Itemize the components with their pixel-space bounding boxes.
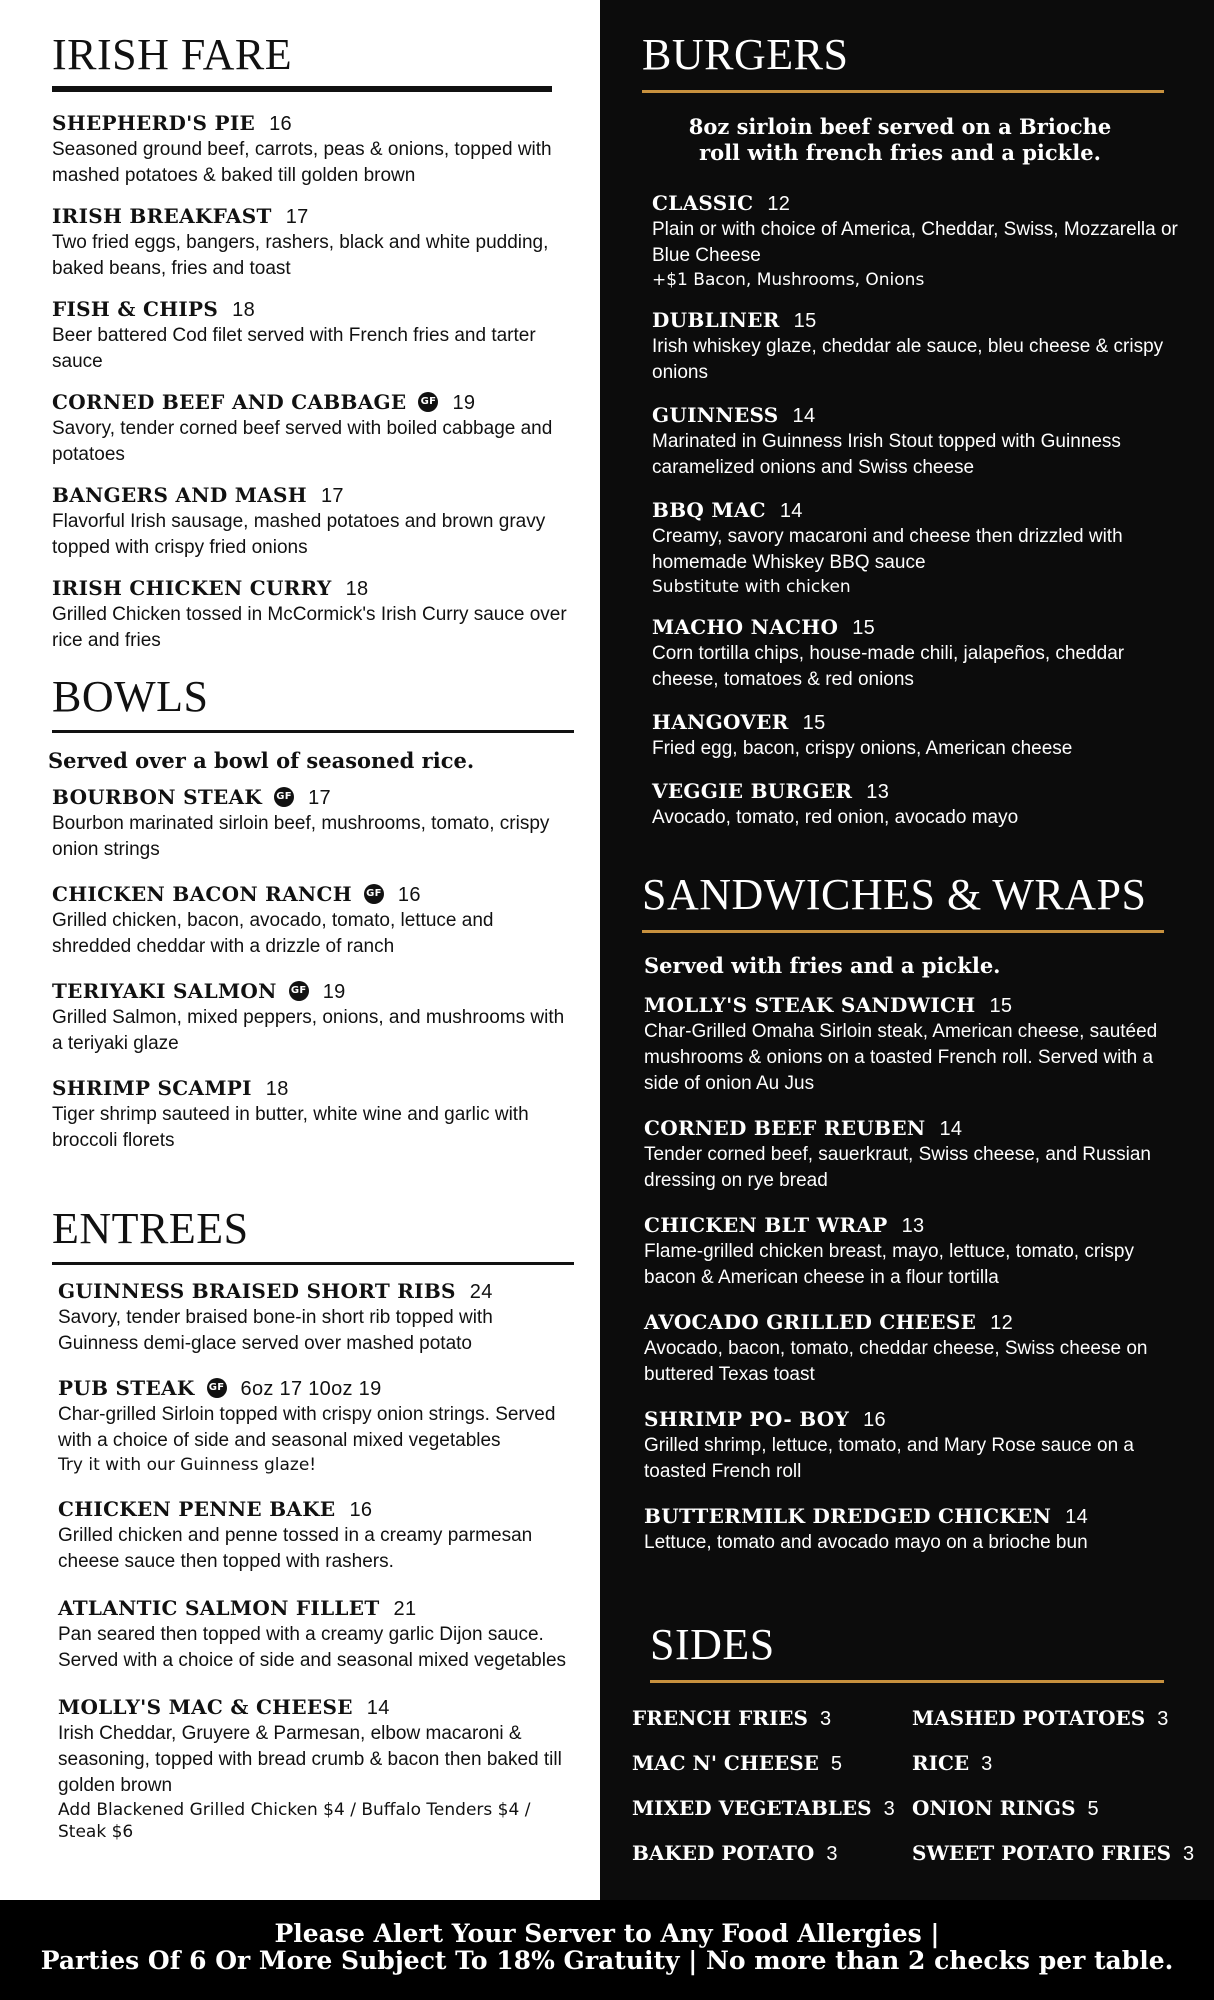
item-name: CLASSIC xyxy=(652,191,754,215)
item-name: CHICKEN BACON RANCH xyxy=(52,882,352,906)
item-description: Grilled shrimp, lettuce, tomato, and Mary Rose sauce on a toasted French roll xyxy=(644,1435,1135,1482)
item-description: Creamy, savory macaroni and cheese then drizzled with homemade Whiskey BBQ sauce xyxy=(652,526,1123,573)
item-price: 16 xyxy=(349,1499,373,1521)
footer-line-gratuity: Parties Of 6 Or More Subject To 18% Gratuity | No more than 2 checks per table. xyxy=(40,1946,1174,1975)
menu-item xyxy=(52,389,572,468)
item-price: 15 xyxy=(989,995,1013,1017)
item-price: 19 xyxy=(322,981,346,1003)
item-price: 15 xyxy=(793,310,817,332)
item-name: BANGERS AND MASH xyxy=(52,483,307,507)
item-name: GUINNESS xyxy=(652,403,779,427)
item-name: SHRIMP PO- BOY xyxy=(644,1407,850,1431)
section-note: Served over a bowl of seasoned rice. xyxy=(48,748,475,773)
side-name: MAC N' CHEESE xyxy=(632,1751,819,1775)
section-irish-fare xyxy=(52,30,552,92)
side-price: 3 xyxy=(883,1798,895,1820)
item-description: Marinated in Guinness Irish Stout topped with Guinness caramelized onions and Swiss cheese xyxy=(652,431,1121,478)
item-description: Char-grilled Sirloin topped with crispy onion strings. Served with a choice of side and seasonal mixed vegetables xyxy=(58,1404,556,1451)
item-price: 14 xyxy=(779,500,803,522)
side-name: MIXED VEGETABLES xyxy=(632,1796,872,1820)
section-sides xyxy=(650,1620,1164,1683)
menu-item xyxy=(58,1278,578,1357)
item-price: 19 xyxy=(452,392,476,414)
section-divider xyxy=(642,930,1164,933)
menu-item xyxy=(58,1694,578,1843)
item-name: SHEPHERD'S PIE xyxy=(52,111,256,135)
item-price: 18 xyxy=(345,578,369,600)
item-name: CHICKEN BLT WRAP xyxy=(644,1213,888,1237)
side-item xyxy=(632,1705,912,1733)
item-description: Fried egg, bacon, crispy onions, American cheese xyxy=(652,738,1073,759)
item-name: PUB STEAK xyxy=(58,1376,195,1400)
menu-item xyxy=(652,614,1182,693)
menu-item xyxy=(52,110,572,189)
item-name: BBQ MAC xyxy=(652,498,766,522)
item-note: Substitute with chicken xyxy=(652,577,851,597)
item-name: HANGOVER xyxy=(652,710,789,734)
section-title: IRISH FARE xyxy=(52,30,293,79)
section-bowls xyxy=(52,672,574,733)
menu-item xyxy=(644,992,1184,1097)
item-name: IRISH CHICKEN CURRY xyxy=(52,576,332,600)
item-price: 16 xyxy=(397,884,421,906)
side-item xyxy=(632,1840,912,1868)
side-name: ONION RINGS xyxy=(912,1796,1076,1820)
bowls-list xyxy=(52,772,572,1154)
menu-item xyxy=(652,190,1182,291)
item-description: Seasoned ground beef, carrots, peas & onions, topped with mashed potatoes & baked till golden brown xyxy=(52,139,552,186)
section-note: Served with fries and a pickle. xyxy=(644,953,1001,978)
item-price: 18 xyxy=(232,299,255,321)
item-price: 17 xyxy=(308,787,331,809)
side-price: 3 xyxy=(1183,1843,1195,1865)
menu-item xyxy=(58,1375,578,1476)
item-price: 13 xyxy=(866,781,890,803)
item-price: 6oz 17 10oz 19 xyxy=(240,1378,382,1400)
item-name: CORNED BEEF REUBEN xyxy=(644,1116,926,1140)
menu-item xyxy=(52,482,572,561)
item-price: 17 xyxy=(320,485,344,507)
item-description: Savory, tender corned beef served with boiled cabbage and potatoes xyxy=(52,418,553,465)
item-note: +$1 Bacon, Mushrooms, Onions xyxy=(652,270,925,290)
item-name: CORNED BEEF AND CABBAGE xyxy=(52,390,407,414)
item-price: 16 xyxy=(269,113,292,135)
item-description: Grilled Chicken tossed in McCormick's Irish Curry sauce over rice and fries xyxy=(52,604,567,651)
item-name: BOURBON STEAK xyxy=(52,785,263,809)
item-name: MACHO NACHO xyxy=(652,615,839,639)
side-name: BAKED POTATO xyxy=(632,1841,815,1865)
item-name: SHRIMP SCAMPI xyxy=(52,1076,252,1100)
item-description: Plain or with choice of America, Cheddar, Swiss, Mozzarella or Blue Cheese xyxy=(652,219,1178,266)
gluten-free-icon: GF xyxy=(274,787,294,807)
item-description: Grilled chicken and penne tossed in a creamy parmesan cheese sauce then topped with rashers. xyxy=(58,1525,533,1572)
left-panel xyxy=(0,0,600,1900)
side-price: 3 xyxy=(826,1843,838,1865)
menu-item xyxy=(52,978,572,1057)
menu-item xyxy=(52,1075,572,1154)
item-description: Tiger shrimp sauteed in butter, white wine and garlic with broccoli florets xyxy=(52,1104,529,1151)
item-name: TERIYAKI SALMON xyxy=(52,979,277,1003)
item-description: Flavorful Irish sausage, mashed potatoes and brown gravy topped with crispy fried onions xyxy=(52,511,546,558)
sandwiches-list xyxy=(644,980,1184,1556)
item-price: 15 xyxy=(802,712,826,734)
section-divider xyxy=(642,90,1164,93)
item-description: Avocado, bacon, tomato, cheddar cheese, Swiss cheese on buttered Texas toast xyxy=(644,1338,1148,1385)
section-burgers xyxy=(642,30,1164,93)
menu-item xyxy=(652,497,1182,598)
item-description: Beer battered Cod filet served with French fries and tarter sauce xyxy=(52,325,536,372)
item-note: Try it with our Guinness glaze! xyxy=(58,1455,317,1475)
item-price: 16 xyxy=(863,1409,886,1431)
burgers-note xyxy=(670,114,1130,166)
item-name: GUINNESS BRAISED SHORT RIBS xyxy=(58,1279,456,1303)
item-description: Grilled Salmon, mixed peppers, onions, and mushrooms with a teriyaki glaze xyxy=(52,1007,565,1054)
gluten-free-icon: GF xyxy=(364,884,384,904)
side-price: 3 xyxy=(981,1753,993,1775)
menu-item xyxy=(52,296,572,375)
footer-notice xyxy=(0,1900,1214,2000)
gluten-free-icon: GF xyxy=(418,392,438,412)
section-title: BURGERS xyxy=(642,30,849,79)
section-sandwiches xyxy=(642,870,1164,933)
item-name: BUTTERMILK DREDGED CHICKEN xyxy=(644,1504,1052,1528)
item-price: 24 xyxy=(469,1281,493,1303)
burgers-list xyxy=(652,180,1182,831)
item-note: Add Blackened Grilled Chicken $4 / Buffalo Tenders $4 / Steak $6 xyxy=(58,1800,531,1842)
sandwiches-note xyxy=(644,953,1174,979)
item-price: 14 xyxy=(939,1118,963,1140)
section-divider xyxy=(52,86,552,92)
item-description: Pan seared then topped with a creamy garlic Dijon sauce. Served with a choice of side and seasonal mixed vegetables xyxy=(58,1624,567,1671)
side-item xyxy=(912,1705,1202,1733)
irish-fare-list xyxy=(52,98,572,654)
menu-item xyxy=(52,881,572,960)
menu-item xyxy=(52,575,572,654)
side-item xyxy=(632,1795,912,1823)
gluten-free-icon: GF xyxy=(289,981,309,1001)
side-name: FRENCH FRIES xyxy=(632,1706,808,1730)
item-description: Avocado, tomato, red onion, avocado mayo xyxy=(652,807,1019,828)
section-title: ENTREES xyxy=(52,1204,249,1253)
item-description: Grilled chicken, bacon, avocado, tomato, lettuce and shredded cheddar with a drizzle of ranch xyxy=(52,910,494,957)
item-price: 18 xyxy=(265,1078,289,1100)
section-title: SIDES xyxy=(650,1620,775,1669)
item-description: Irish Cheddar, Gruyere & Parmesan, elbow macaroni & seasoning, topped with bread crumb & bacon then baked till golden brown xyxy=(58,1723,562,1796)
menu-item xyxy=(652,307,1182,386)
entrees-list xyxy=(58,1266,578,1843)
item-name: CHICKEN PENNE BAKE xyxy=(58,1497,336,1521)
item-name: AVOCADO GRILLED CHEESE xyxy=(644,1310,977,1334)
item-description: Savory, tender braised bone-in short rib topped with Guinness demi-glace served over mashed potato xyxy=(58,1307,493,1354)
item-price: 14 xyxy=(366,1697,390,1719)
menu-item xyxy=(652,402,1182,481)
item-description: Two fried eggs, bangers, rashers, black and white pudding, baked beans, fries and toast xyxy=(52,232,549,279)
menu-item xyxy=(644,1212,1184,1291)
item-price: 14 xyxy=(792,405,816,427)
menu-item xyxy=(652,709,1182,762)
menu-item xyxy=(52,784,572,863)
side-name: MASHED POTATOES xyxy=(912,1706,1146,1730)
item-description: Corn tortilla chips, house-made chili, jalapeños, cheddar cheese, tomatoes & red onions xyxy=(652,643,1125,690)
side-item xyxy=(632,1750,912,1778)
item-price: 13 xyxy=(901,1215,925,1237)
side-name: RICE xyxy=(912,1751,970,1775)
item-price: 14 xyxy=(1065,1506,1089,1528)
item-name: MOLLY'S MAC & CHEESE xyxy=(58,1695,353,1719)
item-price: 17 xyxy=(285,206,309,228)
menu-item xyxy=(644,1115,1184,1194)
right-panel xyxy=(600,0,1214,1900)
item-description: Char-Grilled Omaha Sirloin steak, American cheese, sautéed mushrooms & onions on a toasted French roll. Served with a side of onion Au Jus xyxy=(644,1021,1158,1094)
item-name: ATLANTIC SALMON FILLET xyxy=(58,1596,380,1620)
section-title: BOWLS xyxy=(52,672,209,721)
gluten-free-icon: GF xyxy=(207,1378,227,1398)
menu-item xyxy=(644,1309,1184,1388)
section-divider xyxy=(52,730,574,733)
menu-item xyxy=(58,1595,578,1674)
side-price: 5 xyxy=(1087,1798,1099,1820)
item-price: 12 xyxy=(767,193,791,215)
menu-item xyxy=(644,1406,1184,1485)
item-name: FISH & CHIPS xyxy=(52,297,219,321)
item-price: 21 xyxy=(393,1598,417,1620)
side-price: 3 xyxy=(1157,1708,1169,1730)
side-name: SWEET POTATO FRIES xyxy=(912,1841,1172,1865)
menu-item xyxy=(652,778,1182,831)
item-description: Lettuce, tomato and avocado mayo on a brioche bun xyxy=(644,1532,1088,1553)
side-item xyxy=(912,1840,1202,1868)
sides-grid xyxy=(632,1685,1212,1868)
item-description: Flame-grilled chicken breast, mayo, lettuce, tomato, crispy bacon & American cheese in a flour tortilla xyxy=(644,1241,1134,1288)
item-price: 15 xyxy=(852,617,876,639)
side-item xyxy=(912,1750,1202,1778)
item-name: IRISH BREAKFAST xyxy=(52,204,272,228)
bowls-note xyxy=(48,748,578,774)
item-description: Irish whiskey glaze, cheddar ale sauce, bleu cheese & crispy onions xyxy=(652,336,1164,383)
footer-line-allergies: Please Alert Your Server to Any Food Allergies | xyxy=(274,1919,940,1948)
side-price: 3 xyxy=(820,1708,832,1730)
menu-item xyxy=(644,1503,1184,1556)
side-item xyxy=(912,1795,1202,1823)
item-name: MOLLY'S STEAK SANDWICH xyxy=(644,993,976,1017)
section-title: SANDWICHES & WRAPS xyxy=(642,870,1147,919)
menu-item xyxy=(58,1496,578,1575)
item-description: Bourbon marinated sirloin beef, mushrooms, tomato, crispy onion strings xyxy=(52,813,550,860)
menu-item xyxy=(52,203,572,282)
section-note: 8oz sirloin beef served on a Brioche roll with french fries and a pickle. xyxy=(688,114,1112,165)
side-price: 5 xyxy=(830,1753,843,1775)
item-price: 12 xyxy=(990,1312,1013,1334)
section-divider xyxy=(650,1680,1164,1683)
section-entrees xyxy=(52,1204,574,1265)
item-name: DUBLINER xyxy=(652,308,780,332)
item-description: Tender corned beef, sauerkraut, Swiss cheese, and Russian dressing on rye bread xyxy=(644,1144,1151,1191)
section-divider xyxy=(52,1262,574,1265)
item-name: VEGGIE BURGER xyxy=(652,779,853,803)
